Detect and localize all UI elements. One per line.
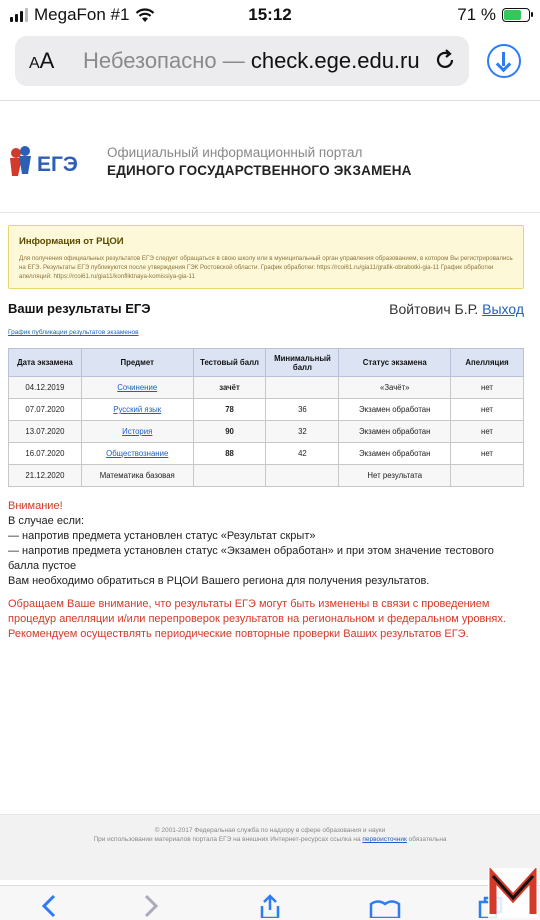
info-text: Для получения официальных результатов ЕГЭ следует обращаться в свою школу или в муниципальный орган управления образованием, в котором Вы регистрировались на ЕГЭ. Результаты ЕГЭ публикуются после утверждения ГЭК Ростовской области. График обработки: https://rcoi61.ru/gia11/grafik-obrabotki-gia-11 График обработки апелляций: https://rcoi61.ru/gia11/konfliktnaya-komissiya-gia-11 xyxy=(19,255,513,280)
subject-link[interactable]: Обществознание xyxy=(106,449,169,458)
cell-status: Экзамен обработан xyxy=(339,399,451,421)
table-row xyxy=(9,443,524,465)
table-header-row xyxy=(9,349,524,377)
battery-percent: 71 % xyxy=(457,5,496,24)
user-name: Войтович Б.Р. xyxy=(389,301,479,317)
status-bar xyxy=(0,0,540,32)
logout-link[interactable]: Выход xyxy=(482,301,524,317)
cell-date: 13.07.2020 xyxy=(9,421,82,443)
footer-copyright: © 2001-2017 Федеральная служба по надзору в сфере образования и науки xyxy=(154,827,386,834)
footer-attribution xyxy=(0,835,540,844)
url-insecure-label: Небезопасно — xyxy=(83,48,251,73)
footer-text: обязательна xyxy=(406,836,447,843)
cell-date: 21.12.2020 xyxy=(9,465,82,487)
cell-min-score: 32 xyxy=(266,421,339,443)
logo-text: ЕГЭ xyxy=(37,153,78,176)
safari-bottom-toolbar xyxy=(0,885,540,920)
table-row xyxy=(9,421,524,443)
cell-date: 04.12.2019 xyxy=(9,377,82,399)
status-bar-right xyxy=(457,5,530,25)
portal-subtitle: Официальный информационный портал xyxy=(107,145,363,160)
cell-min-score xyxy=(266,465,339,487)
cell-subject xyxy=(81,377,193,399)
cell-appeal: нет xyxy=(451,377,524,399)
divider xyxy=(0,212,540,213)
subject-link[interactable]: Русский язык xyxy=(113,405,162,414)
cell-score: 88 xyxy=(193,443,266,465)
cell-score: 78 xyxy=(193,399,266,421)
download-icon[interactable] xyxy=(487,44,521,78)
warning-title: Внимание! xyxy=(8,500,63,512)
portal-title: ЕДИНОГО ГОСУДАРСТВЕННОГО ЭКЗАМЕНА xyxy=(107,163,412,178)
warning-line: Вам необходимо обратиться в РЦОИ Вашего региона для получения результатов. xyxy=(8,575,430,587)
cell-score: зачёт xyxy=(193,377,266,399)
cell-status: «Зачёт» xyxy=(339,377,451,399)
results-heading: Ваши результаты ЕГЭ xyxy=(8,301,151,316)
col-appeal: Апелляция xyxy=(451,349,524,377)
cell-status: Экзамен обработан xyxy=(339,421,451,443)
back-icon[interactable] xyxy=(30,894,70,918)
forward-icon[interactable] xyxy=(130,894,170,918)
source-link[interactable]: первоисточник xyxy=(362,836,407,843)
reader-options-button[interactable]: AA xyxy=(29,48,55,73)
cell-status: Экзамен обработан xyxy=(339,443,451,465)
url-host: check.ege.edu.ru xyxy=(250,48,420,73)
cell-subject: Математика базовая xyxy=(81,465,193,487)
cell-min-score xyxy=(266,377,339,399)
browser-toolbar xyxy=(0,32,540,94)
cell-appeal: нет xyxy=(451,443,524,465)
subject-link[interactable]: Сочинение xyxy=(117,383,158,392)
cell-subject xyxy=(81,443,193,465)
table-row xyxy=(9,399,524,421)
warning-line: В случае если: xyxy=(8,515,85,527)
col-status: Статус экзамена xyxy=(339,349,451,377)
cell-appeal: нет xyxy=(451,421,524,443)
bookmarks-icon[interactable] xyxy=(365,894,405,918)
cell-appeal: нет xyxy=(451,399,524,421)
col-date: Дата экзамена xyxy=(9,349,82,377)
warning-line: — напротив предмета установлен статус «Экзамен обработан» и при этом значение тестового балла пустое xyxy=(8,545,494,572)
cell-min-score: 36 xyxy=(266,399,339,421)
cell-subject xyxy=(81,399,193,421)
results-table xyxy=(8,348,524,487)
url-text[interactable] xyxy=(83,48,428,74)
cell-score: 90 xyxy=(193,421,266,443)
cell-subject xyxy=(81,421,193,443)
cell-score xyxy=(193,465,266,487)
share-icon[interactable] xyxy=(250,894,290,918)
footer-text: При использовании материалов портала ЕГЭ на внешних Интернет-ресурсах ссылка на xyxy=(93,836,363,843)
schedule-link[interactable]: График публикации результатов экзаменов xyxy=(8,329,139,336)
warning-line: — напротив предмета установлен статус «Результат скрыт» xyxy=(8,530,316,542)
ege-logo xyxy=(8,144,88,180)
carrier-name: MegaFon #1 xyxy=(34,5,130,24)
col-min-score: Минимальный балл xyxy=(266,349,339,377)
user-block xyxy=(389,301,524,317)
cell-status: Нет результата xyxy=(339,465,451,487)
cell-date: 07.07.2020 xyxy=(9,399,82,421)
clock: 15:12 xyxy=(248,5,292,24)
col-subject: Предмет xyxy=(81,349,193,377)
table-row xyxy=(9,377,524,399)
battery-icon xyxy=(502,8,530,22)
footer xyxy=(0,814,540,880)
reload-icon[interactable] xyxy=(433,48,457,72)
cell-appeal xyxy=(451,465,524,487)
results-change-notice: Обращаем Ваше внимание, что результаты ЕГЭ могут быть изменены в связи с проведением процедур апелляции и/или перепроверок результатов на региональном и федеральном уровнях. Рекомендуем осуществлять периодические повторные проверки Ваших результатов ЕГЭ. xyxy=(8,598,506,640)
cell-min-score: 42 xyxy=(266,443,339,465)
info-title: Информация от РЦОИ xyxy=(19,236,124,247)
subject-link[interactable]: История xyxy=(122,427,153,436)
col-score: Тестовый балл xyxy=(193,349,266,377)
watermark-logo xyxy=(488,868,538,918)
info-panel xyxy=(8,225,524,289)
table-row xyxy=(9,465,524,487)
warning-block xyxy=(8,499,528,589)
address-bar[interactable] xyxy=(15,36,469,86)
cell-date: 16.07.2020 xyxy=(9,443,82,465)
divider xyxy=(0,100,540,101)
